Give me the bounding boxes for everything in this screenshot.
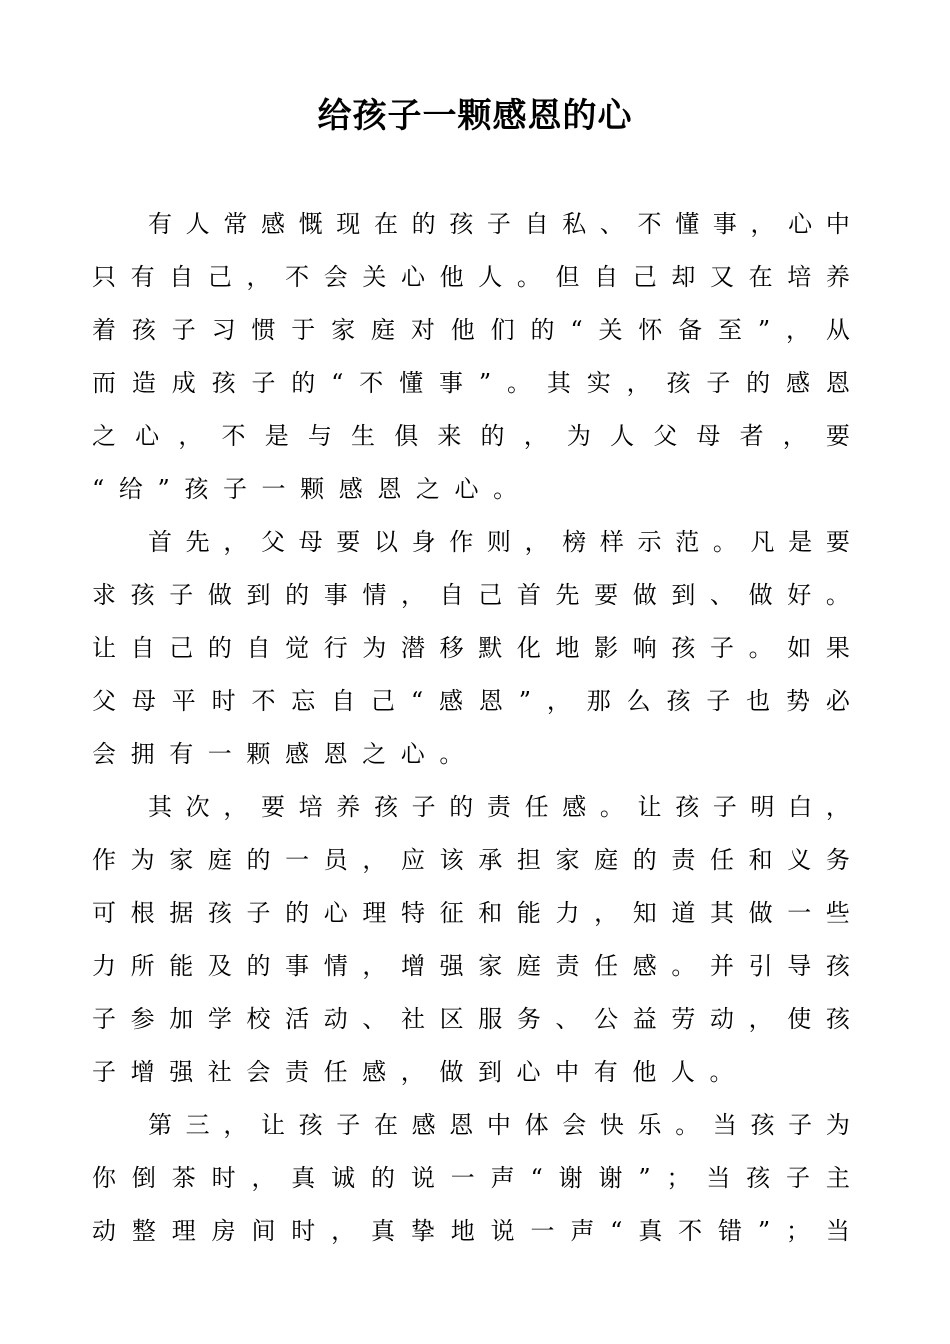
text-line: 父 母 平 时 不 忘 自 己 “ 感 恩 ” ， 那 么 孩 子 也 势 必 <box>92 687 850 715</box>
text-line: “ 给 ” 孩 子 一 颗 感 恩 之 心 。 <box>92 475 518 503</box>
text-line: 着 孩 子 习 惯 于 家 庭 对 他 们 的 “ 关 怀 备 至 ” ， 从 <box>92 316 850 344</box>
text-line: 而 造 成 孩 子 的 “ 不 懂 事 ” 。 其 实 ， 孩 子 的 感 恩 <box>92 369 850 397</box>
text-line: 可 根 据 孩 子 的 心 理 特 征 和 能 力 ， 知 道 其 做 一 些 <box>92 899 850 927</box>
document-title: 给孩子一颗感恩的心 <box>317 96 633 136</box>
text-line: 让 自 己 的 自 觉 行 为 潜 移 默 化 地 影 响 孩 子 。 如 果 <box>92 634 850 662</box>
text-line: 子 增 强 社 会 责 任 感 ， 做 到 心 中 有 他 人 。 <box>92 1058 734 1086</box>
text-line: 之 心 ， 不 是 与 生 俱 来 的 ， 为 人 父 母 者 ， 要 <box>92 422 850 450</box>
text-line: 首 先 ， 父 母 要 以 身 作 则 ， 榜 样 示 范 。 凡 是 要 <box>148 528 850 556</box>
document-body <box>92 198 850 1258</box>
text-line: 作 为 家 庭 的 一 员 ， 应 该 承 担 家 庭 的 责 任 和 义 务 <box>92 846 850 874</box>
text-line: 其 次 ， 要 培 养 孩 子 的 责 任 感 。 让 孩 子 明 白 ， <box>148 793 850 821</box>
text-line: 力 所 能 及 的 事 情 ， 增 强 家 庭 责 任 感 。 并 引 导 孩 <box>92 952 850 980</box>
text-line: 第 三 ， 让 孩 子 在 感 恩 中 体 会 快 乐 。 当 孩 子 为 <box>148 1111 850 1139</box>
text-line: 只 有 自 己 ， 不 会 关 心 他 人 。 但 自 己 却 又 在 培 养 <box>92 263 850 291</box>
text-line: 会 拥 有 一 颗 感 恩 之 心 。 <box>92 740 464 768</box>
text-line: 有 人 常 感 慨 现 在 的 孩 子 自 私 、 不 懂 事 ， 心 中 <box>148 210 850 238</box>
text-line: 求 孩 子 做 到 的 事 情 ， 自 己 首 先 要 做 到 、 做 好 。 <box>92 581 850 609</box>
text-line: 子 参 加 学 校 活 动 、 社 区 服 务 、 公 益 劳 动 ， 使 孩 <box>92 1005 850 1033</box>
text-line: 你 倒 茶 时 ， 真 诚 的 说 一 声 “ 谢 谢 ” ； 当 孩 子 主 <box>92 1164 850 1192</box>
text-line: 动 整 理 房 间 时 ， 真 挚 地 说 一 声 “ 真 不 错 ” ； 当 <box>92 1217 850 1245</box>
